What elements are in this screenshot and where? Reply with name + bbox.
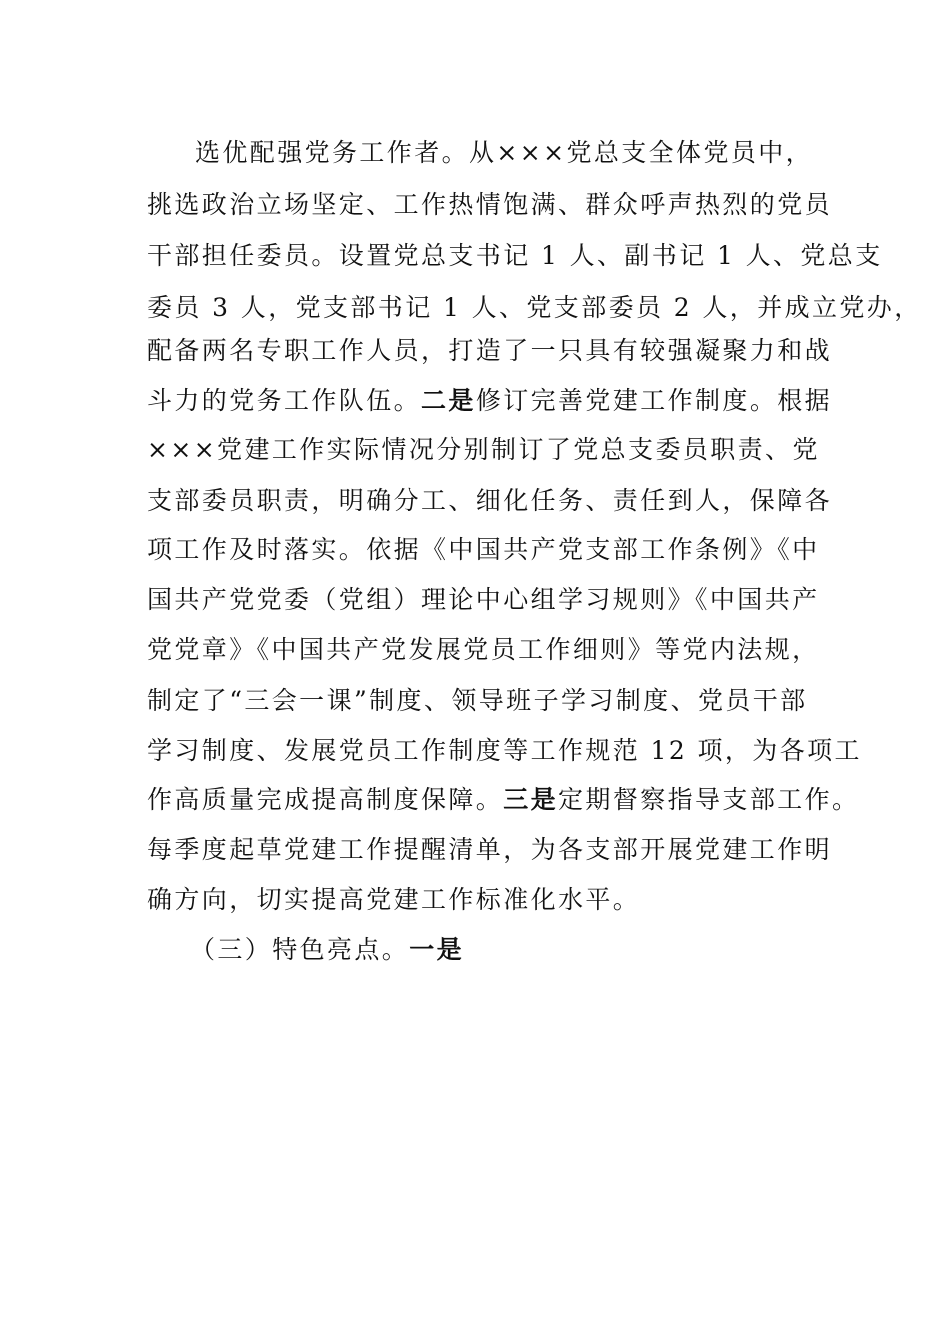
text-run: 委员 3 人，党支部书记 1 人、党支部委员 2 人，并成立党办， (147, 293, 922, 322)
text-run: 国共产党党委（党组）理论中心组学习规则》《中国共产 (147, 585, 820, 614)
bold-marker: 二是 (421, 386, 476, 415)
paragraph-line (147, 236, 883, 276)
bold-marker: 三是 (503, 785, 559, 814)
text-run: 配备两名专职工作人员，打造了一只具有较强凝聚力和战 (147, 336, 833, 365)
paragraph-line (147, 780, 860, 820)
text-run: 定期督察指导支部工作。 (558, 785, 860, 814)
text-run: 项工作及时落实。依据《中国共产党支部工作条例》《中 (147, 535, 820, 564)
paragraph-line (147, 381, 833, 421)
text-run: 作高质量完成提高制度保障。 (147, 785, 504, 814)
text-run: 选优配强党务工作者。从×××党总支全体党员中， (195, 138, 814, 167)
paragraph-line (147, 681, 827, 721)
text-run: 确方向，切实提高党建工作标准化水平。 (147, 885, 641, 914)
text-run: ×××党建工作实际情况分别制订了党总支委员职责、党 (147, 435, 820, 464)
paragraph-line (147, 830, 833, 870)
text-run: 干部担任委员。设置党总支书记 1 人、副书记 1 人、党总支 (147, 241, 883, 270)
paragraph-line (147, 185, 833, 225)
paragraph-line (147, 481, 833, 521)
text-run: 每季度起草党建工作提醒清单，为各支部开展党建工作明 (147, 835, 833, 864)
text-run: 制定了“三会一课”制度、领导班子学习制度、党员干部 (147, 686, 808, 715)
paragraph-line (147, 530, 827, 570)
paragraph-line (147, 288, 922, 328)
text-run: 支部委员职责，明确分工、细化任务、责任到人，保障各 (147, 486, 833, 515)
bold-marker: 一是 (409, 935, 465, 964)
paragraph-line (147, 331, 833, 371)
paragraph-line (147, 731, 862, 771)
paragraph-line (195, 133, 875, 173)
paragraph-line (147, 880, 827, 920)
paragraph-line (147, 630, 827, 670)
text-run: 修订完善党建工作制度。根据 (475, 386, 833, 415)
text-run: 学习制度、发展党员工作制度等工作规范 12 项，为各项工 (147, 736, 862, 765)
text-run: 挑选政治立场坚定、工作热情饱满、群众呼声热烈的党员 (147, 190, 833, 219)
text-run: 斗力的党务工作队伍。 (147, 386, 422, 415)
paragraph-line (147, 430, 827, 470)
paragraph-line (147, 580, 827, 620)
text-run: 党党章》《中国共产党发展党员工作细则》等党内法规， (147, 635, 820, 664)
text-run: （三）特色亮点。 (190, 935, 410, 964)
section-heading (190, 930, 870, 970)
